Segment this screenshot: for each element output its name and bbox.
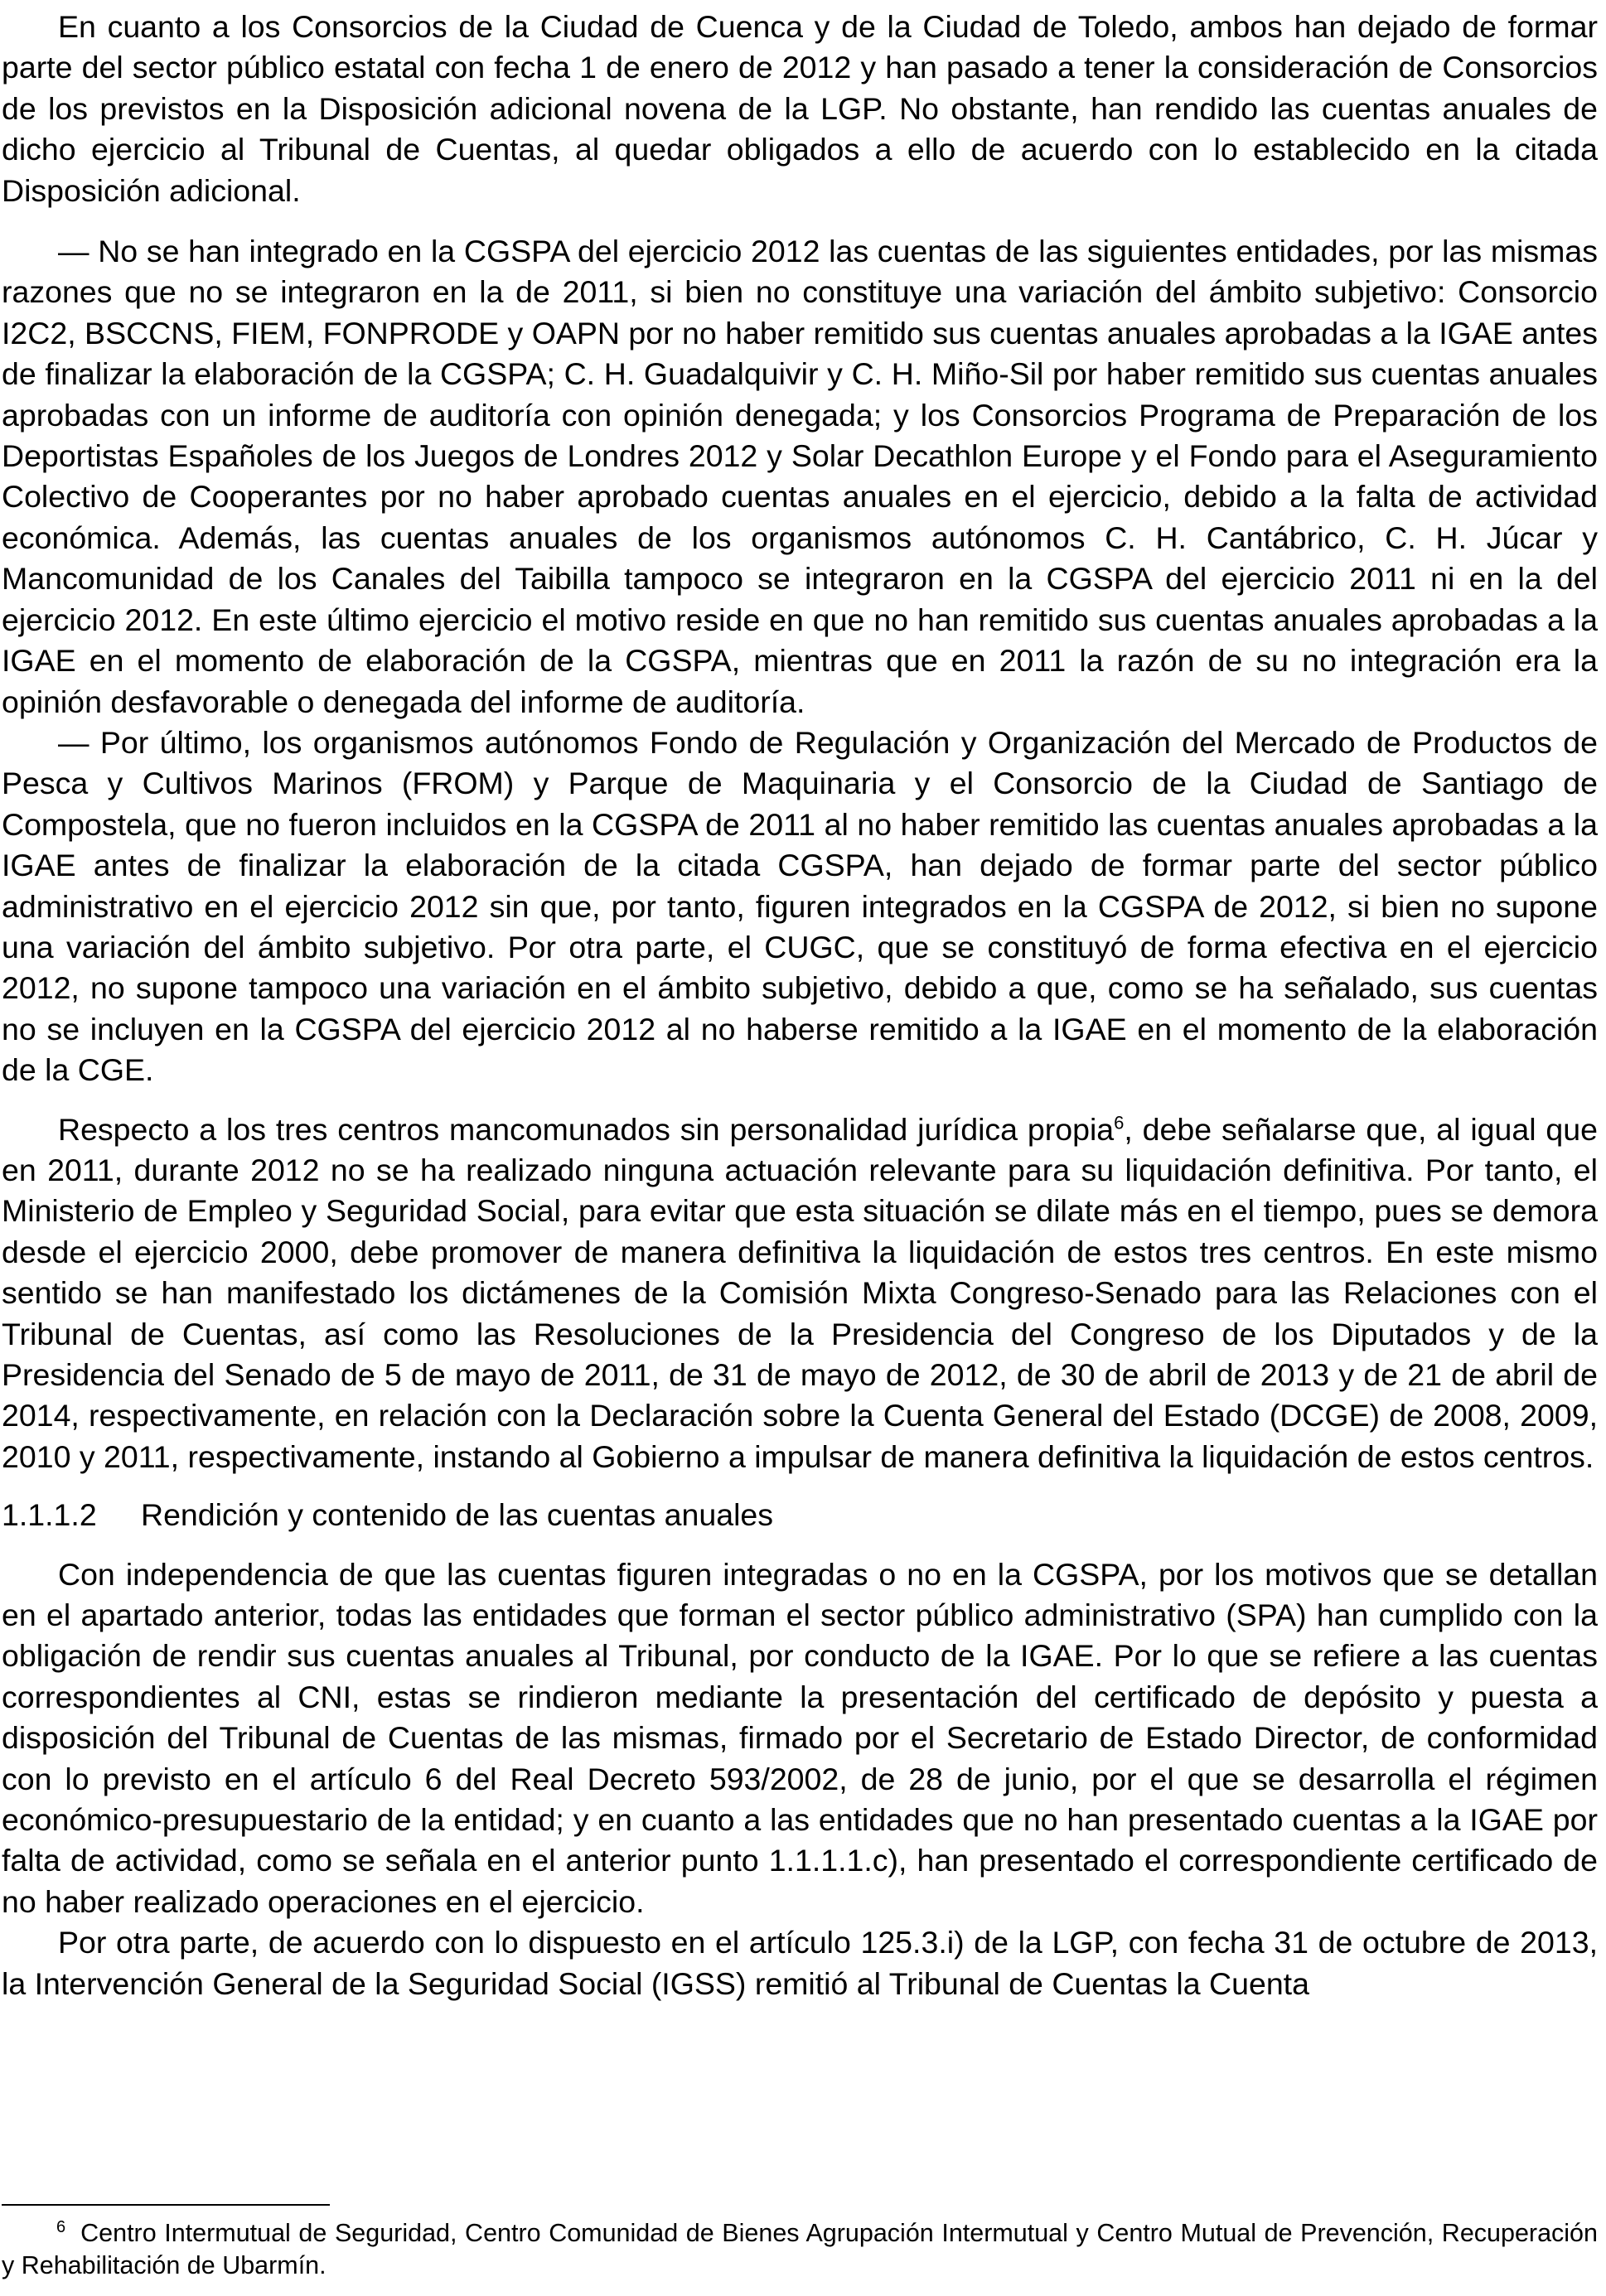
footnote-text: Centro Intermutual de Seguridad, Centro Comunidad de Bienes Agrupación Intermutual y Centro Mutual de Prevención, Recuperación y Rehabilitación de Ubarmín. xyxy=(2,2219,1598,2279)
section-title: Rendición y contenido de las cuentas anuales xyxy=(141,1497,774,1533)
section-number: 1.1.1.2 xyxy=(2,1497,97,1533)
footnote-separator xyxy=(2,2204,330,2206)
paragraph-centros-text-start: Respecto a los tres centros mancomunados sin personalidad jurídica propia xyxy=(58,1111,1115,1147)
paragraph-centros-mancomunados xyxy=(2,1109,1598,1478)
paragraph-consorcios: En cuanto a los Consorcios de la Ciudad de Cuenca y de la Ciudad de Toledo, ambos han dejado de formar parte del sector público estatal con fecha 1 de enero de 2012 y han pasado a tener la consideración de Consorcios de los previstos en la Disposición adicional novena de la LGP. No obstante, han rendido las cuentas anuales de dicho ejercicio al Tribunal de Cuentas, al quedar obligados a ello de acuerdo con lo establecido en la citada Disposición adicional. xyxy=(2,9,1598,208)
footnote xyxy=(2,2217,1598,2282)
section-heading xyxy=(2,1495,1598,1535)
paragraph-por-ultimo: — Por último, los organismos autónomos Fondo de Regulación y Organización del Mercado de Productos de Pesca y Cultivos Marinos (FROM) y Parque de Maquinaria y el Consorcio de la Ciudad de Santiago de Compostela, que no fueron incluidos en la CGSPA de 2011 al no haber remitido las cuentas anuales aprobadas a la IGAE antes de finalizar la elaboración de la citada CGSPA, han dejado de formar parte del sector público administrativo en el ejercicio 2012 sin que, por tanto, figuren integrados en la CGSPA de 2012, si bien no supone una variación del ámbito subjetivo. Por otra parte, el CUGC, que se constituyó de forma efectiva en el ejercicio 2012, no supone tampoco una variación en el ámbito subjetivo, debido a que, como se ha señalado, sus cuentas no se incluyen en la CGSPA del ejercicio 2012 al no haberse remitido a la IGAE en el momento de la elaboración de la CGE. xyxy=(2,724,1598,1088)
section-body-text xyxy=(2,1554,1598,2004)
paragraph-centros-text-end: , debe señalarse que, al igual que en 2011, durante 2012 no se ha realizado ninguna actuación relevante para su liquidación definitiva. Por tanto, el Ministerio de Empleo y Seguridad Social, para evitar que esta situación se dilate más en el tiempo, pues se demora desde el ejercicio 2000, debe promover de manera definitiva la liquidación de estos tres centros. En este mismo sentido se han manifestado los dictámenes de la Comisión Mixta Congreso-Senado para las Relaciones con el Tribunal de Cuentas, así como las Resoluciones de la Presidencia del Congreso de los Diputados y de la Presidencia del Senado de 5 de mayo de 2011, de 31 de mayo de 2012, de 30 de abril de 2013 y de 21 de abril de 2014, respectivamente, en relación con la Declaración sobre la Cuenta General del Estado (DCGE) de 2008, 2009, 2010 y 2011, respectivamente, instando al Gobierno a impulsar de manera definitiva la liquidación de estos centros. xyxy=(2,1111,1598,1474)
footnote-reference: 6 xyxy=(1114,1112,1125,1133)
paragraph-igss: Por otra parte, de acuerdo con lo dispuesto en el artículo 125.3.i) de la LGP, con fecha 31 de octubre de 2013, la Intervención General de la Seguridad Social (IGSS) remitió al Tribunal de Cuentas la Cuenta xyxy=(2,1925,1598,2001)
paragraph-rendicion: Con independencia de que las cuentas figuren integradas o no en la CGSPA, por los motivos que se detallan en el apartado anterior, todas las entidades que forman el sector público administrativo (SPA) han cumplido con la obligación de rendir sus cuentas anuales al Tribunal, por conducto de la IGAE. Por lo que se refiere a las cuentas correspondientes al CNI, estas se rindieron mediante la presentación del certificado de depósito y puesta a disposición del Tribunal de Cuentas de las mismas, firmado por el Secretario de Estado Director, de conformidad con lo previsto en el artículo 6 del Real Decreto 593/2002, de 28 de junio, por el que se desarrolla el régimen económico-presupuestario de la entidad; y en cuanto a las entidades que no han presentado cuentas a la IGAE por falta de actividad, como se señala en el anterior punto 1.1.1.1.c), han presentado el correspondiente certificado de no haber realizado operaciones en el ejercicio. xyxy=(2,1556,1598,1919)
footnote-marker: 6 xyxy=(56,2217,66,2236)
paragraph-no-integradas: — No se han integrado en la CGSPA del ejercicio 2012 las cuentas de las siguientes entidades, por las mismas razones que no se integraron en la de 2011, si bien no constituye una variación del ámbito subjetivo: Consorcio I2C2, BSCCNS, FIEM, FONPRODE y OAPN por no haber remitido sus cuentas anuales aprobadas a la IGAE antes de finalizar la elaboración de la CGSPA; C. H. Guadalquivir y C. H. Miño-Sil por haber remitido sus cuentas anuales aprobadas con un informe de auditoría con opinión denegada; y los Consorcios Programa de Preparación de los Deportistas Españoles de los Juegos de Londres 2012 y Solar Decathlon Europe y el Fondo para el Aseguramiento Colectivo de Cooperantes por no haber aprobado cuentas anuales en el ejercicio, debido a la falta de actividad económica. Además, las cuentas anuales de los organismos autónomos C. H. Cantábrico, C. H. Júcar y Mancomunidad de los Canales del Taibilla tampoco se integraron en la CGSPA del ejercicio 2011 ni en la del ejercicio 2012. En este último ejercicio el motivo reside en que no han remitido sus cuentas anuales aprobadas a la IGAE en el momento de elaboración de la CGSPA, mientras que en 2011 la razón de su no integración era la opinión desfavorable o denegada del informe de auditoría. xyxy=(2,234,1598,719)
body-text xyxy=(2,7,1598,1477)
